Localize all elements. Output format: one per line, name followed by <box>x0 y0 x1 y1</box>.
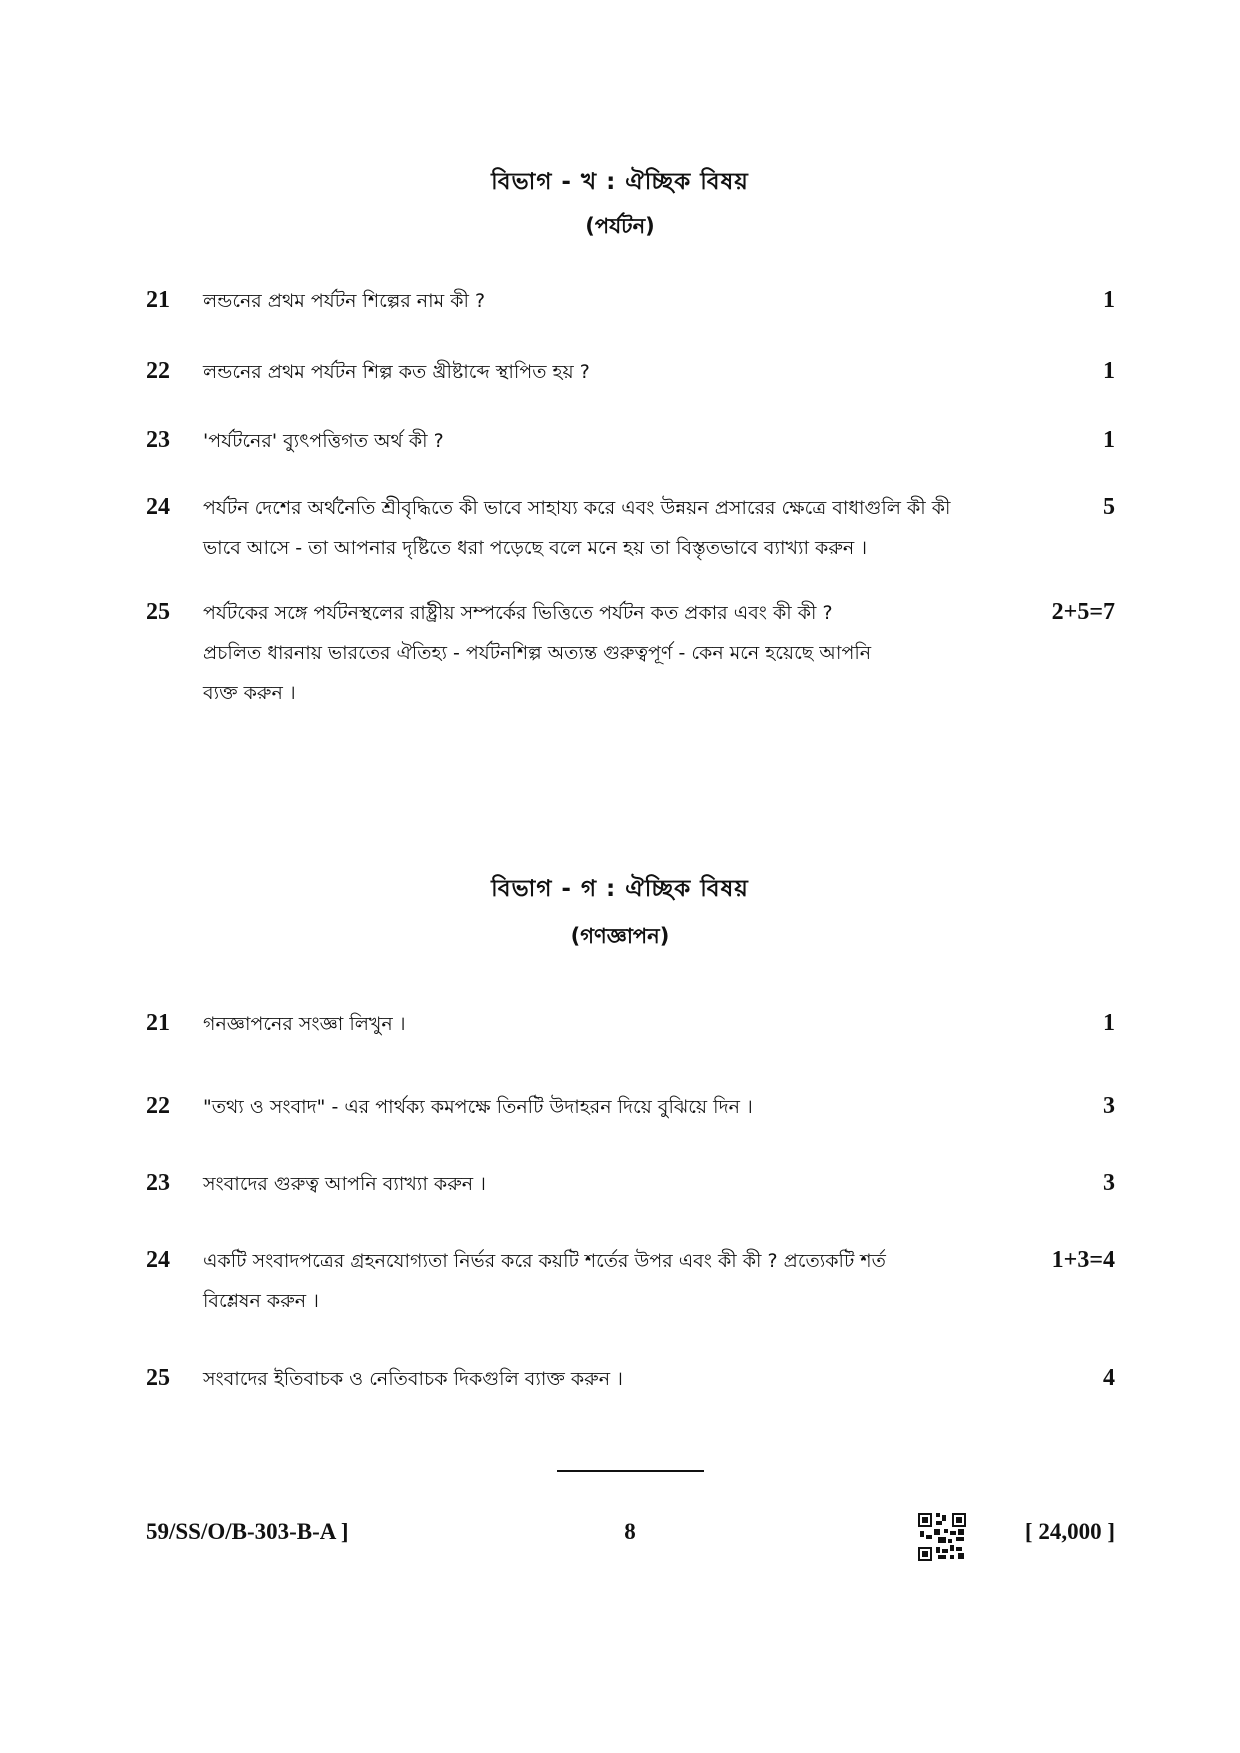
question-line: 'পর্যটনের' ব্যুৎপত্তিগত অর্থ কী ? <box>203 430 444 452</box>
question-text <box>203 1087 753 1127</box>
question-number: 21 <box>146 287 170 313</box>
question-line: পর্যটন দেশের অর্থনৈতি শ্রীবৃদ্ধিতে কী ভাবে সাহায্য করে এবং উন্নয়ন প্রসারের ক্ষেত্রে বাধাগুলি কী কী <box>203 497 951 519</box>
question-text <box>203 421 444 461</box>
question-marks: 1 <box>1103 287 1115 313</box>
question-number: 22 <box>146 1093 170 1119</box>
question-text <box>203 1241 886 1321</box>
question-number: 22 <box>146 358 170 384</box>
question-line: পর্যটকের সঙ্গে পর্যটনস্থলের রাষ্ট্রীয় সম্পর্কের ভিত্তিতে পর্যটন কত প্রকার এবং কী কী ? <box>203 602 833 624</box>
question-number: 24 <box>146 1247 170 1273</box>
question-text <box>203 352 590 392</box>
question-text <box>203 488 950 568</box>
paper-code: 59/SS/O/B-303-B-A ] <box>146 1519 349 1544</box>
question-line: ব্যক্ত করুন । <box>203 682 296 704</box>
question-line: বিশ্লেষন করুন । <box>203 1290 319 1312</box>
question-text <box>203 1359 623 1399</box>
copies-count: [ 24,000 ] <box>1024 1519 1115 1544</box>
question-line: সংবাদের ইতিবাচক ও নেতিবাচক দিকগুলি ব্যাক্ত করুন । <box>203 1368 623 1390</box>
section-c-title: বিভাগ - গ : ঐচ্ছিক বিষয় <box>491 876 749 902</box>
question-number: 24 <box>146 494 170 520</box>
question-number: 25 <box>146 599 170 625</box>
question-marks: 1 <box>1103 358 1115 384</box>
question-line: সংবাদের গুরুত্ব আপনি ব্যাখ্যা করুন । <box>203 1173 486 1195</box>
section-b-subtitle: (পর্যটন) <box>585 214 655 238</box>
question-marks: 2+5=7 <box>1051 599 1115 625</box>
question-marks: 4 <box>1103 1365 1115 1391</box>
question-line: একটি সংবাদপত্রের গ্রহনযোগ্যতা নির্ভর করে কয়টি শর্তের উপর এবং কী কী ? প্রত্যেকটি শর্ত <box>203 1250 886 1272</box>
question-line: প্রচলিত ধারনায় ভারতের ঐতিহ্য - পর্যটনশিল্প অত্যন্ত গুরুত্বপূর্ণ - কেন মনে হয়েছে আপনি <box>203 642 872 664</box>
section-c-subtitle: (গণজ্ঞাপন) <box>570 924 670 948</box>
question-number: 23 <box>146 1170 170 1196</box>
question-text <box>203 281 485 321</box>
question-marks: 5 <box>1103 494 1115 520</box>
question-text <box>203 1164 486 1204</box>
question-number: 21 <box>146 1010 170 1036</box>
question-line: গনজ্ঞাপনের সংজ্ঞা লিখুন । <box>203 1013 406 1035</box>
question-marks: 3 <box>1103 1170 1115 1196</box>
question-marks: 1 <box>1103 427 1115 453</box>
end-rule <box>557 1470 704 1472</box>
question-marks: 1+3=4 <box>1051 1247 1115 1273</box>
question-line: "তথ্য ও সংবাদ" - এর পার্থক্য কমপক্ষে তিনটি উদাহরন দিয়ে বুঝিয়ে দিন । <box>203 1096 753 1118</box>
question-marks: 1 <box>1103 1010 1115 1036</box>
question-text <box>203 593 871 713</box>
qr-code-icon <box>918 1513 966 1561</box>
question-line: লন্ডনের প্রথম পর্যটন শিল্প কত খ্রীষ্টাব্দে স্থাপিত হয় ? <box>203 361 590 383</box>
question-marks: 3 <box>1103 1093 1115 1119</box>
page-number: 8 <box>624 1519 636 1544</box>
question-text <box>203 1004 406 1044</box>
question-line: লন্ডনের প্রথম পর্যটন শিল্পের নাম কী ? <box>203 290 486 312</box>
question-line: ভাবে আসে - তা আপনার দৃষ্টিতে ধরা পড়েছে বলে মনে হয় তা বিস্তৃতভাবে ব্যাখ্যা করুন । <box>203 537 868 559</box>
question-number: 23 <box>146 427 170 453</box>
question-number: 25 <box>146 1365 170 1391</box>
section-b-title: বিভাগ - খ : ঐচ্ছিক বিষয় <box>491 169 749 195</box>
